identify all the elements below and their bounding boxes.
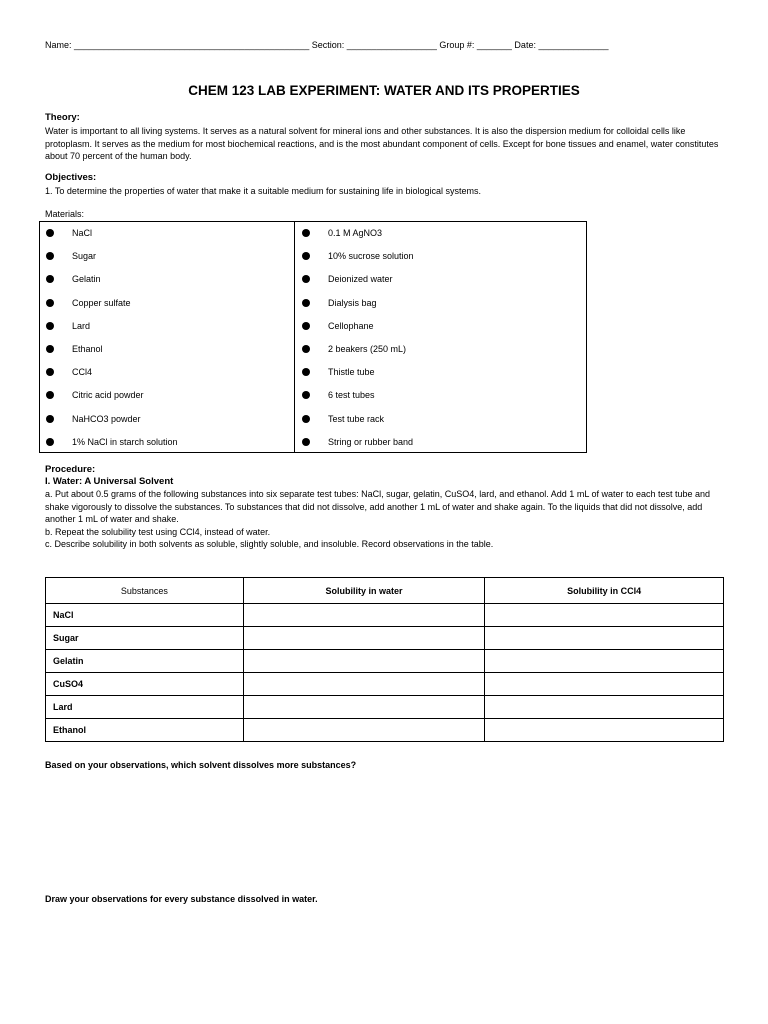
table-row [46, 627, 724, 650]
material-label: 1% NaCl in starch solution [72, 436, 178, 447]
substance-cell: Lard [46, 696, 244, 719]
procedure-step-a: a. Put about 0.5 grams of the following substances into six separate test tubes: NaCl, sugar, gelatin, CuSO4, lard, and ethanol. Add 1 mL of water to each test tube and shake vigorously to dissolve the substances. To substances that did not dissolve, add another 1 mL of water and shake again. To the liquids that did not dissolve, add another 1 mL of water and shake. [45, 489, 711, 524]
water-solubility-cell[interactable] [243, 650, 485, 673]
bullet-icon [302, 345, 310, 353]
theory-heading: Theory: [45, 112, 80, 123]
ccl4-solubility-cell[interactable] [485, 627, 724, 650]
ccl4-solubility-cell[interactable] [485, 673, 724, 696]
material-label: Lard [72, 320, 91, 331]
water-solubility-cell[interactable] [243, 627, 485, 650]
material-label: Test tube rack [328, 413, 385, 424]
table-row [46, 673, 724, 696]
bullet-icon [46, 345, 54, 353]
materials-label: Materials: [45, 209, 85, 219]
material-label: Thistle tube [328, 367, 375, 378]
table-row [46, 719, 724, 742]
material-label: Dialysis bag [328, 297, 377, 308]
material-label: 6 test tubes [328, 390, 375, 401]
substance-cell: CuSO4 [46, 673, 244, 696]
objective-item: 1. To determine the properties of water that make it a suitable medium for sustaining life in biological systems. [45, 186, 482, 196]
material-label: 0.1 M AgNO3 [328, 228, 383, 238]
bullet-icon [302, 229, 310, 237]
question-solvent: Based on your observations, which solvent dissolves more substances? [45, 760, 357, 770]
material-label: NaHCO3 powder [72, 413, 141, 424]
ccl4-solubility-cell[interactable] [485, 650, 724, 673]
material-label: 2 beakers (250 mL) [328, 344, 407, 354]
material-label: CCl4 [72, 367, 93, 378]
substance-cell: NaCl [46, 604, 244, 627]
question-draw-observations: Draw your observations for every substance dissolved in water. [45, 894, 318, 904]
material-label: String or rubber band [328, 436, 414, 447]
bullet-icon [46, 322, 54, 330]
theory-text: Water is important to all living systems. It serves as a natural solvent for mineral ions and other substances. It is also the dispersion medium for colloidal cells like protoplasm. It serves as the medium for most biochemical reactions, and is the most abundant component of cells. Except for bone tissues and enamel, water constitutes about 70 percent of the human body. [45, 126, 719, 161]
substance-cell: Gelatin [46, 650, 244, 673]
bullet-icon [302, 415, 310, 423]
materials-divider [294, 221, 295, 453]
material-label: Gelatin [72, 274, 101, 285]
table-row [46, 696, 724, 719]
column-header-ccl4: Solubility in CCl4 [485, 578, 724, 604]
column-header-substances: Substances [46, 578, 244, 604]
student-info-line: Name: _______________________________________________ Section: __________________ Group #: _______ Date: ______________ [45, 40, 609, 50]
material-label: Citric acid powder [72, 390, 144, 401]
water-solubility-cell[interactable] [243, 673, 485, 696]
procedure-subheading: I. Water: A Universal Solvent [45, 476, 174, 487]
water-solubility-cell[interactable] [243, 696, 485, 719]
bullet-icon [46, 229, 54, 237]
ccl4-solubility-cell[interactable] [485, 696, 724, 719]
objectives-heading: Objectives: [45, 172, 97, 183]
ccl4-solubility-cell[interactable] [485, 604, 724, 627]
material-label: Ethanol [72, 344, 103, 354]
bullet-icon [46, 299, 54, 307]
bullet-icon [302, 438, 310, 446]
material-label: Sugar [72, 251, 97, 262]
water-solubility-cell[interactable] [243, 719, 485, 742]
substance-cell: Sugar [46, 627, 244, 650]
bullet-icon [302, 299, 310, 307]
procedure-step-b: b. Repeat the solubility test using CCl4, instead of water. [45, 527, 271, 537]
table-header-row [46, 578, 724, 604]
procedure-step-c: c. Describe solubility in both solvents as soluble, slightly soluble, and insoluble. Record observations in the table. [45, 539, 494, 549]
bullet-icon [302, 322, 310, 330]
substance-cell: Ethanol [46, 719, 244, 742]
solubility-table [45, 577, 724, 742]
material-label: 10% sucrose solution [328, 251, 414, 262]
bullet-icon [46, 438, 54, 446]
table-row [46, 604, 724, 627]
procedure-heading: Procedure: [45, 464, 96, 475]
water-solubility-cell[interactable] [243, 604, 485, 627]
table-row [46, 650, 724, 673]
bullet-icon [46, 415, 54, 423]
material-label: NaCl [72, 228, 93, 238]
column-header-water: Solubility in water [243, 578, 485, 604]
material-label: Copper sulfate [72, 297, 131, 308]
material-label: Deionized water [328, 274, 393, 285]
ccl4-solubility-cell[interactable] [485, 719, 724, 742]
page-title: CHEM 123 LAB EXPERIMENT: WATER AND ITS PROPERTIES [188, 83, 580, 98]
material-label: Cellophane [328, 320, 374, 331]
